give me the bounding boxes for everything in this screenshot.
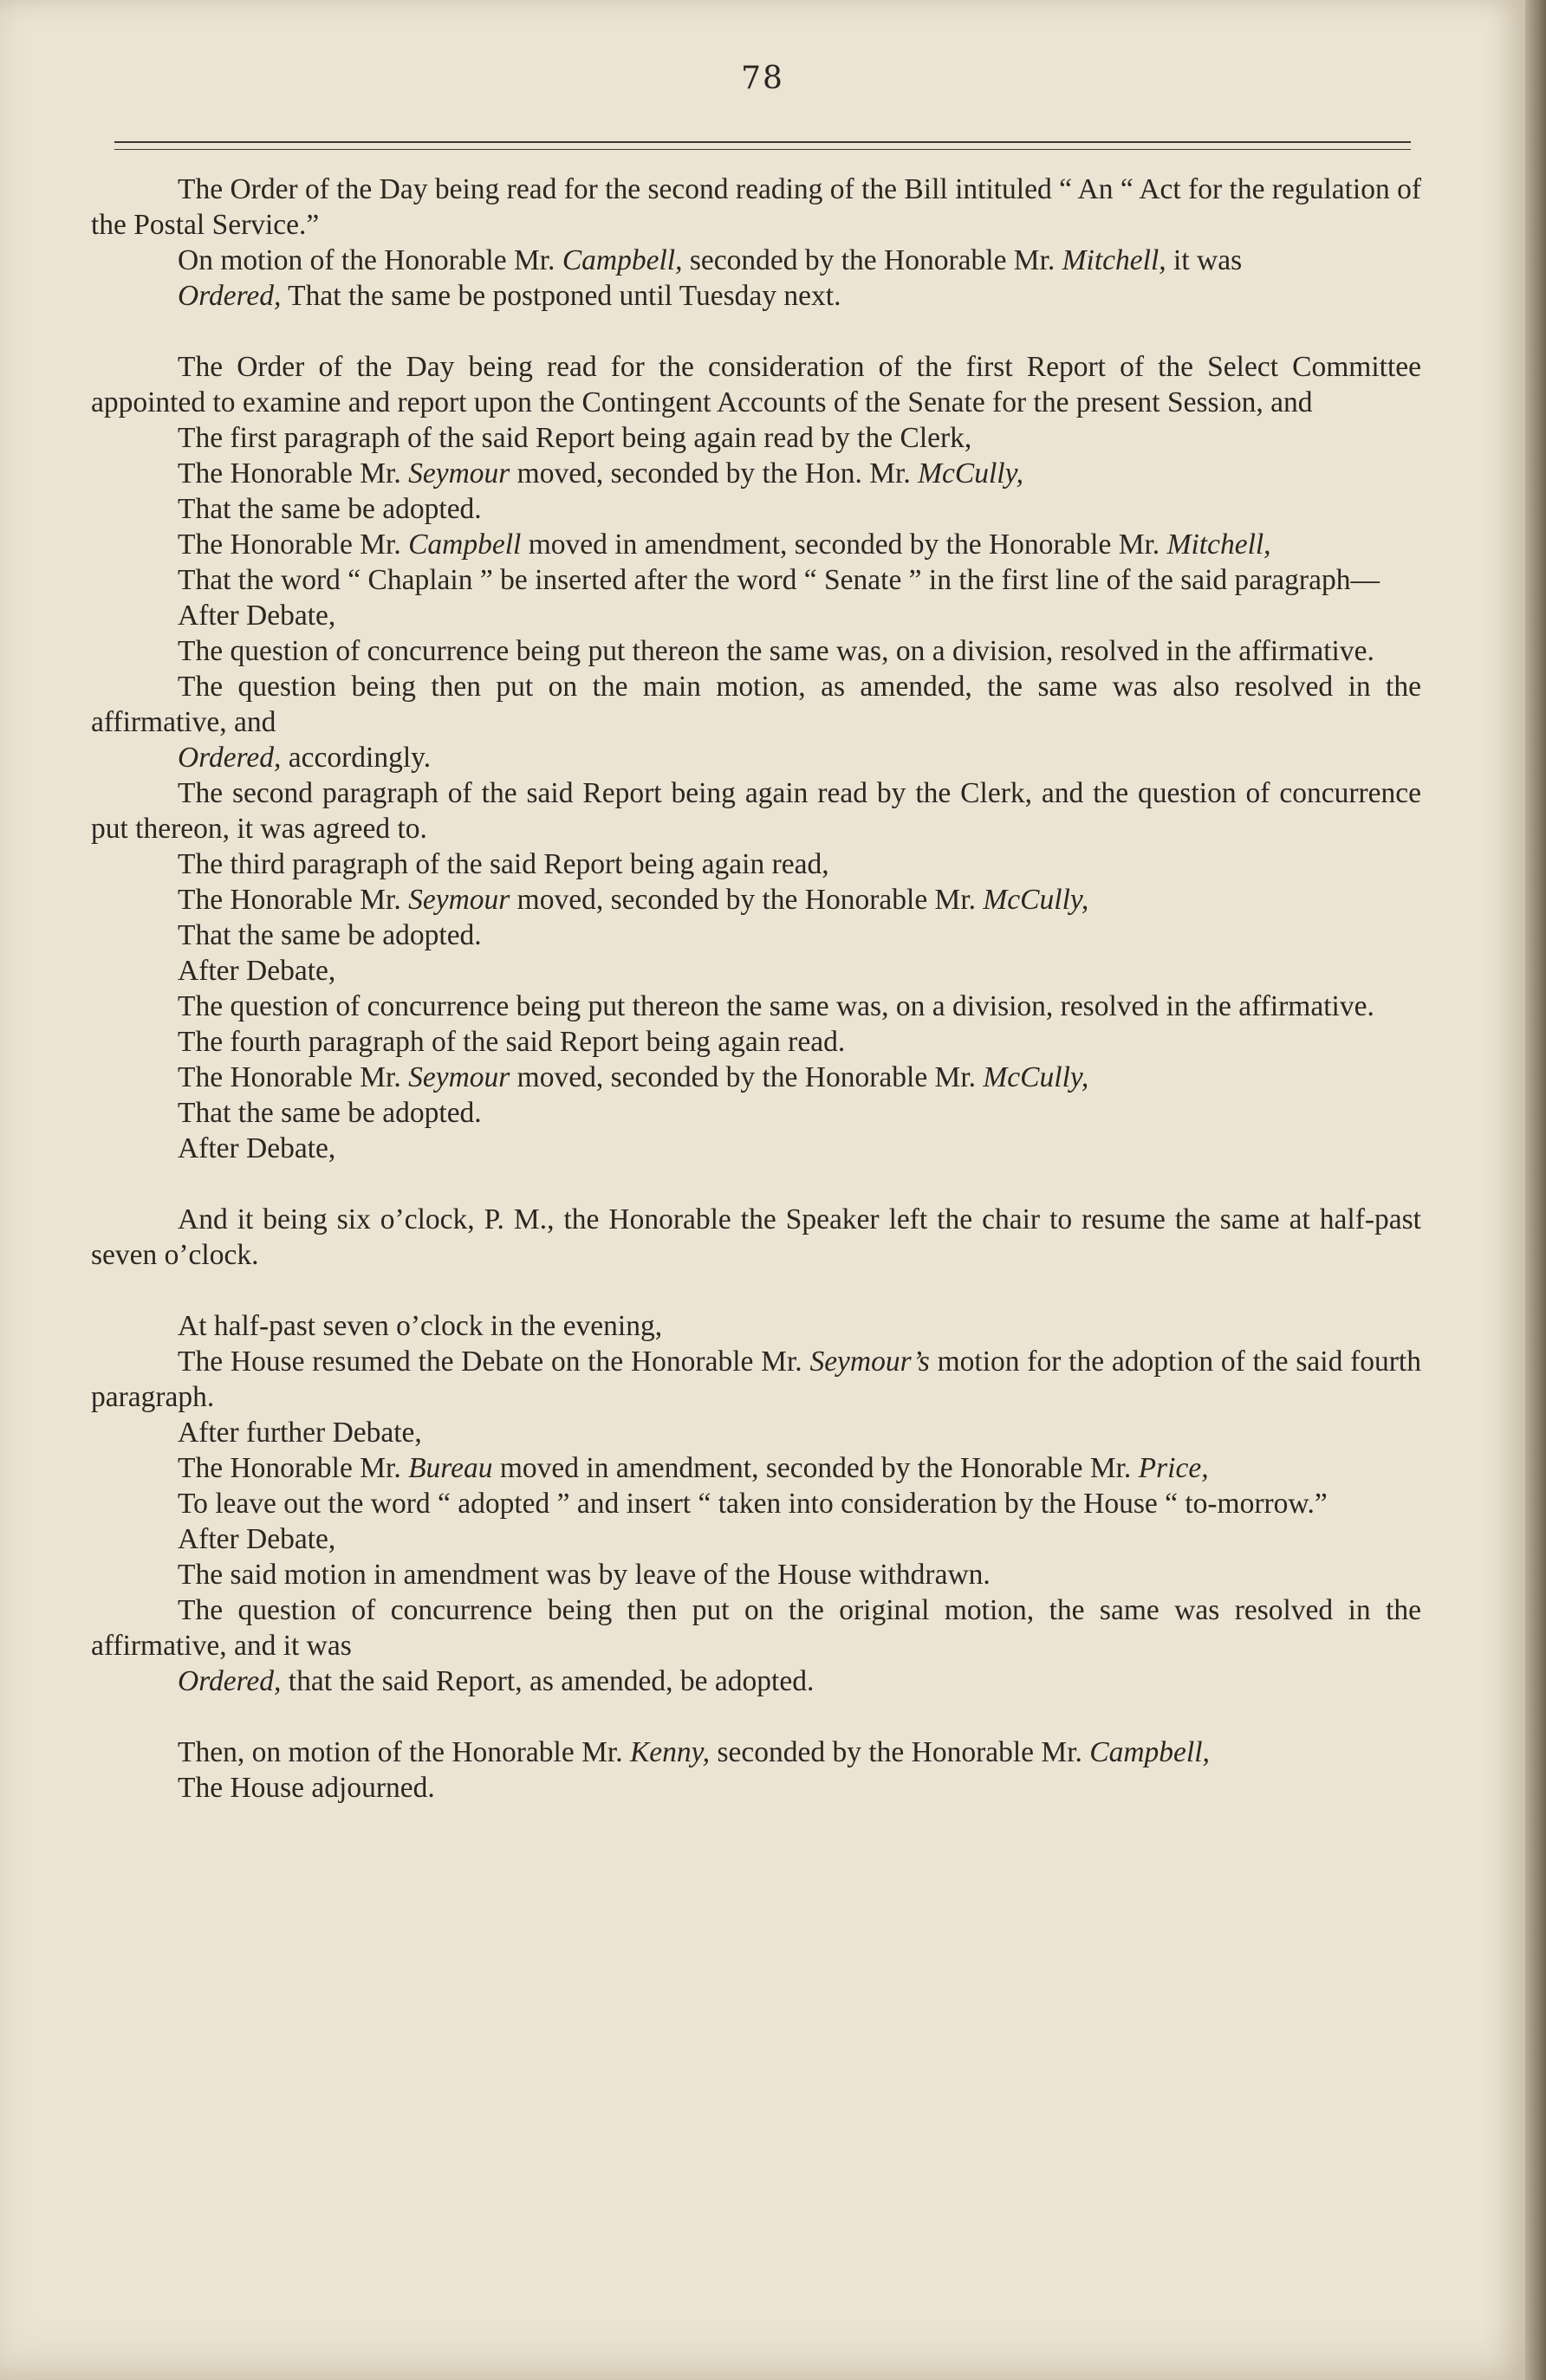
paragraph: That the same be adopted. xyxy=(178,919,482,951)
paragraph: That the word “ Chaplain ” be inserted after the word “ Senate ” in the first line of the said paragraph— xyxy=(178,564,1380,596)
paragraph: The House adjourned. xyxy=(178,1772,435,1804)
italic-name: Ordered, xyxy=(178,742,282,774)
italic-name: Ordered, xyxy=(178,1665,282,1697)
italic-name: Campbell, xyxy=(562,244,683,276)
paragraph: The Order of the Day being read for the consideration of the first Report of the Select Committee appointed to examine and report upon the Contingent Accounts of the Senate for the present Session, and xyxy=(91,351,1421,418)
paragraph: Ordered, that the said Report, as amended, be adopted. xyxy=(178,1665,815,1697)
italic-name: McCully, xyxy=(983,884,1089,916)
italic-name: Seymour xyxy=(408,884,510,916)
paragraph: The fourth paragraph of the said Report being again read. xyxy=(178,1026,846,1058)
paragraph: The Order of the Day being read for the second reading of the Bill intituled “ An “ Act for the regulation of the Postal Service.” xyxy=(91,173,1421,241)
paragraph: The said motion in amendment was by leave of the House withdrawn. xyxy=(178,1559,991,1591)
document-body xyxy=(91,172,1421,1806)
paragraph: After Debate, xyxy=(178,955,336,987)
paragraph: At half-past seven o’clock in the evening, xyxy=(178,1310,663,1342)
paragraph: On motion of the Honorable Mr. Campbell, seconded by the Honorable Mr. Mitchell, it was xyxy=(178,244,1243,276)
paragraph: The Honorable Mr. Seymour moved, seconded by the Honorable Mr. McCully, xyxy=(178,884,1089,916)
paragraph: The House resumed the Debate on the Honorable Mr. Seymour’s motion for the adoption of the said fourth paragraph. xyxy=(91,1346,1421,1413)
paragraph: The Honorable Mr. Seymour moved, seconded by the Hon. Mr. McCully, xyxy=(178,457,1023,490)
italic-name: Seymour’s xyxy=(809,1346,930,1378)
paragraph: The question of concurrence being put thereon the same was, on a division, resolved in the affirmative. xyxy=(178,635,1374,667)
book-binding-edge xyxy=(1525,0,1546,2380)
italic-name: Mitchell, xyxy=(1062,244,1166,276)
paragraph: Then, on motion of the Honorable Mr. Kenny, seconded by the Honorable Mr. Campbell, xyxy=(178,1736,1210,1768)
paragraph: After further Debate, xyxy=(178,1417,422,1449)
paragraph: The third paragraph of the said Report being again read, xyxy=(178,848,829,880)
paragraph: And it being six o’clock, P. M., the Honorable the Speaker left the chair to resume the same at half-past seven o’clock. xyxy=(91,1203,1421,1271)
paragraph: That the same be adopted. xyxy=(178,1097,482,1129)
italic-name: Ordered, xyxy=(178,280,282,312)
italic-name: McCully, xyxy=(918,457,1023,490)
paragraph: That the same be adopted. xyxy=(178,493,482,525)
paragraph: The first paragraph of the said Report being again read by the Clerk, xyxy=(178,422,972,454)
paragraph: The second paragraph of the said Report being again read by the Clerk, and the question of concurrence put thereon, it was agreed to. xyxy=(91,777,1421,845)
page-number: 78 xyxy=(741,61,784,96)
paragraph: Ordered, accordingly. xyxy=(178,742,432,774)
italic-name: Seymour xyxy=(408,1061,510,1093)
paragraph: The Honorable Mr. Seymour moved, seconded by the Honorable Mr. McCully, xyxy=(178,1061,1089,1093)
paragraph: The question being then put on the main motion, as amended, the same was also resolved in the affirmative, and xyxy=(91,671,1421,738)
italic-name: Kenny, xyxy=(629,1736,711,1768)
paragraph: After Debate, xyxy=(178,1132,336,1164)
header-rule-thin xyxy=(114,149,1411,150)
italic-name: Bureau xyxy=(408,1452,493,1484)
italic-name: Price, xyxy=(1138,1452,1209,1484)
paragraph: The question of concurrence being then put on the original motion, the same was resolved in the affirmative, and it was xyxy=(91,1594,1421,1662)
paragraph: The Honorable Mr. Bureau moved in amendment, seconded by the Honorable Mr. Price, xyxy=(178,1452,1209,1484)
paragraph: Ordered, That the same be postponed until Tuesday next. xyxy=(178,280,841,312)
paragraph: The Honorable Mr. Campbell moved in amendment, seconded by the Honorable Mr. Mitchell, xyxy=(178,529,1271,561)
italic-name: Campbell, xyxy=(1089,1736,1210,1768)
paragraph: To leave out the word “ adopted ” and insert “ taken into consideration by the House “ to-morrow.” xyxy=(178,1488,1328,1520)
paragraph: After Debate, xyxy=(178,600,336,632)
italic-name: Seymour xyxy=(408,457,510,490)
italic-name: Campbell xyxy=(408,529,522,561)
header-rule xyxy=(114,141,1411,143)
paragraph: The question of concurrence being put thereon the same was, on a division, resolved in the affirmative. xyxy=(178,990,1374,1022)
italic-name: McCully, xyxy=(983,1061,1089,1093)
italic-name: Mitchell, xyxy=(1166,529,1271,561)
paragraph: After Debate, xyxy=(178,1523,336,1555)
